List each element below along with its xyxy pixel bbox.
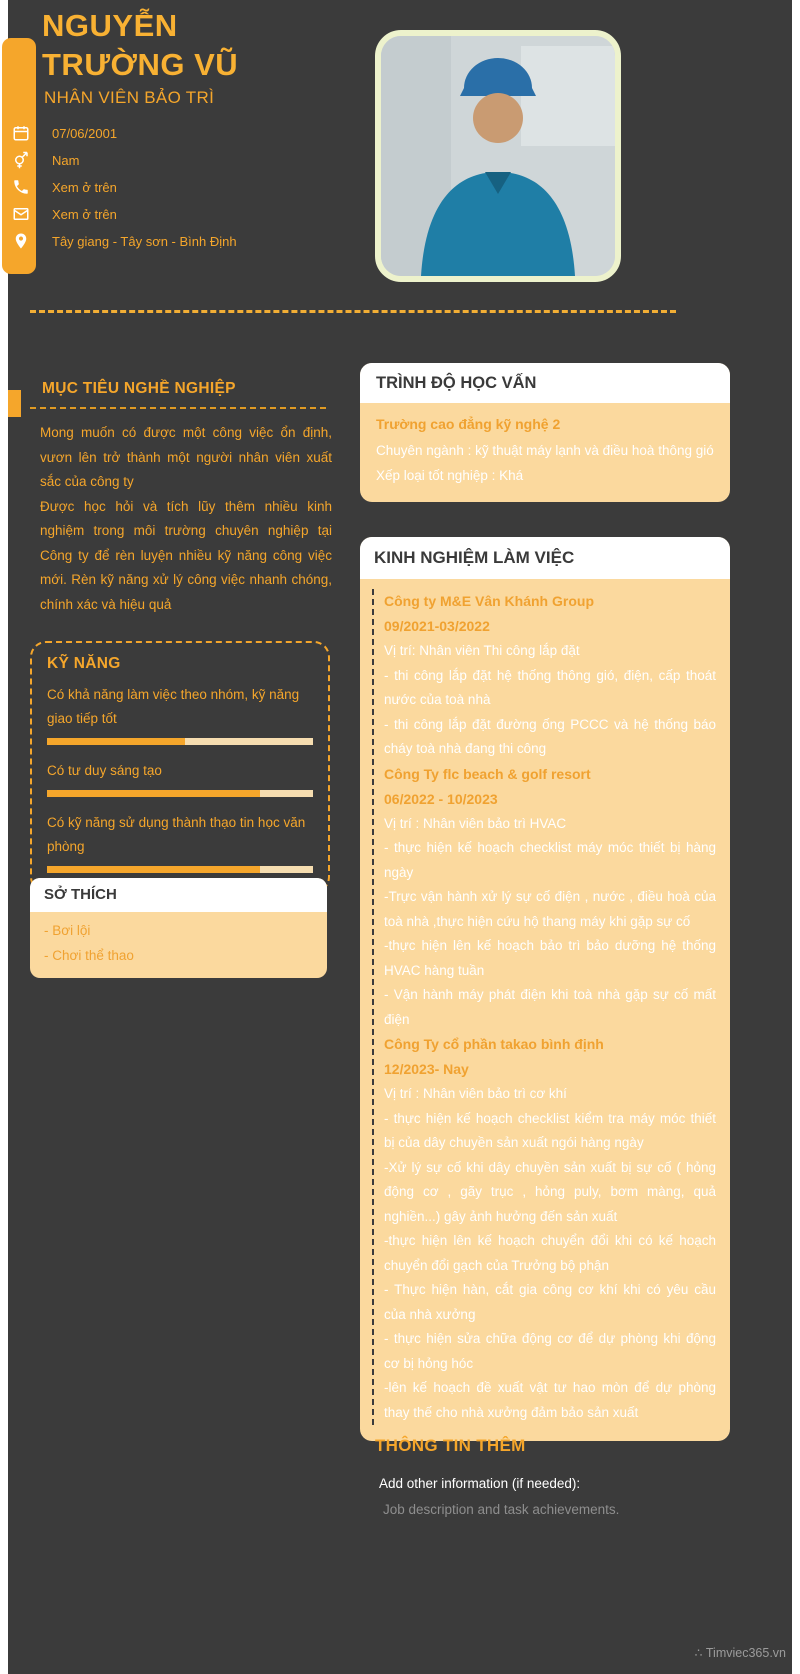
skill-label: Có tư duy sáng tạo: [47, 763, 162, 778]
skill-bar: [47, 738, 313, 745]
candidate-name-line1: NGUYỄN: [42, 8, 178, 43]
job-detail: - thực hiện sửa chữa động cơ để dự phòng khi động cơ bị hỏng hóc: [384, 1331, 716, 1371]
job-detail: -lên kế hoạch đề xuất vật tư hao mòn để dự phòng thay thế cho nhà xưởng đảm bảo sản xuất: [384, 1380, 716, 1420]
job-detail: - thực hiện kế hoạch checklist máy móc thiết bị hàng ngày: [384, 840, 716, 880]
contact-address: Tây giang - Tây sơn - Bình Định: [52, 234, 237, 249]
contact-phone: Xem ở trên: [52, 180, 117, 195]
additional-info-line1: Add other information (if needed):: [379, 1476, 581, 1491]
skill-bar: [47, 790, 313, 797]
job-detail: -thực hiện lên kế hoạch chuyển đổi khi có kế hoạch chuyển đổi gạch của Trưởng bộ phận: [384, 1233, 716, 1273]
objective-paragraph-2: Được học hỏi và tích lũy thêm nhiều kinh nghiệm trong môi trường chuyên nghiệp tại Công ty để rèn luyện nhiều kỹ năng công việc mới. Rèn kỹ năng xử lý công việc nhanh chóng, chính xác và hiệu quả: [40, 498, 332, 612]
additional-info-line2: Job description and task achievements.: [383, 1502, 620, 1517]
contact-gender: Nam: [52, 153, 80, 168]
skill-bar: [47, 866, 313, 873]
education-title: TRÌNH ĐỘ HỌC VẤN: [360, 363, 730, 403]
job-detail: -Trực vận hành xử lý sự cố điện , nước , điều hoà của toà nhà ,thực hiện cứu hộ thang máy khi gặp sự cố: [384, 889, 716, 929]
contact-list: [52, 120, 237, 255]
education-grade: Xếp loại tốt nghiệp : Khá: [376, 468, 524, 483]
candidate-name: [42, 6, 372, 84]
job-entry: [384, 762, 716, 1033]
hobbies-section: [30, 878, 327, 978]
job-detail: - thi công lắp đặt đường ống PCCC và hệ thống báo cháy toà nhà đang thi công: [384, 716, 716, 756]
job-period: 09/2021-03/2022: [384, 618, 490, 634]
contact-birthdate: 07/06/2001: [52, 126, 118, 141]
calendar-icon: [12, 124, 30, 142]
hobby-item: - Chơi thể thao: [44, 948, 134, 963]
candidate-job-title: NHÂN VIÊN BẢO TRÌ: [44, 88, 215, 107]
job-detail: -Xử lý sự cố khi dây chuyền sản xuất bị sự cố ( hỏng động cơ , gãy trục , hỏng puly, bơm màng, quả nghiền...) gây ảnh hưởng đến sản xuất: [384, 1159, 716, 1224]
job-company: Công Ty flc beach & golf resort: [384, 765, 591, 782]
location-icon: [12, 232, 30, 250]
job-company: Công ty M&E Vân Khánh Group: [384, 593, 594, 609]
skill-bar-fill: [47, 738, 185, 745]
objective-title: MỤC TIÊU NGHỀ NGHIỆP: [42, 380, 236, 397]
hobby-item: - Bơi lội: [44, 923, 91, 938]
education-section: [360, 363, 730, 502]
experience-content: [372, 589, 716, 1425]
hobbies-list: [30, 912, 327, 978]
job-entry: [384, 1032, 716, 1425]
candidate-name-line2: TRƯỜNG VŨ: [42, 47, 239, 82]
job-period: 06/2022 - 10/2023: [384, 790, 498, 807]
email-icon: [12, 205, 30, 223]
job-detail: - thi công lắp đặt hệ thống thông gió, điện, cấp thoát nước của toà nhà: [384, 667, 716, 707]
education-school: Trường cao đẳng kỹ nghệ 2: [376, 416, 561, 432]
contact-email: Xem ở trên: [52, 207, 117, 222]
objective-paragraph-1: Mong muốn có được một công việc ổn định, vươn lên trở thành một người nhân viên xuất sắc của công ty: [40, 425, 332, 489]
job-period: 12/2023- Nay: [384, 1061, 469, 1077]
education-major: Chuyên ngành : kỹ thuật máy lạnh và điều hoà thông gió: [376, 443, 714, 458]
experience-section: [360, 537, 730, 1441]
skill-bar-fill: [47, 866, 260, 873]
objective-underline: [30, 407, 326, 409]
education-content: [360, 403, 730, 502]
gender-icon: [12, 151, 30, 169]
section-divider: [30, 310, 676, 313]
experience-title: KINH NGHIỆM LÀM VIỆC: [360, 537, 730, 579]
objective-side-tab: [8, 390, 21, 417]
skill-bar-fill: [47, 790, 260, 797]
phone-icon: [12, 178, 30, 196]
job-detail: Vị trí: Nhân viên Thi công lắp đặt: [384, 643, 580, 658]
job-detail: - thực hiện kế hoạch checklist kiểm tra máy móc thiết bị của dây chuyền sản xuất ngói hàng ngày: [384, 1110, 716, 1150]
profile-photo: [375, 30, 621, 282]
job-detail: Vị trí : Nhân viên bảo trì cơ khí: [384, 1086, 567, 1101]
job-entry: [384, 589, 716, 762]
site-watermark: ∴ Timviec365.vn: [694, 1646, 786, 1660]
skill-label: Có khả năng làm việc theo nhóm, kỹ năng giao tiếp tốt: [47, 687, 300, 726]
contact-icon-bar: [2, 38, 36, 274]
hobbies-title: SỞ THÍCH: [30, 878, 327, 912]
skills-title: KỸ NĂNG: [47, 655, 121, 672]
job-company: Công Ty cổ phần takao bình định: [384, 1036, 604, 1052]
job-detail: - Thực hiện hàn, cắt gia công cơ khí khi có yêu cầu của nhà xưởng: [384, 1282, 716, 1322]
skill-label: Có kỹ năng sử dụng thành thạo tin học văn phòng: [47, 815, 306, 854]
job-detail: - Vận hành máy phát điện khi toà nhà gặp sự cố mất điện: [384, 987, 716, 1027]
job-detail: Vị trí : Nhân viên bảo trì HVAC: [384, 815, 567, 831]
objective-text: [40, 421, 332, 617]
skills-section: [30, 641, 330, 893]
job-detail: -thực hiện lên kế hoạch bảo trì bảo dưỡng hệ thống HVAC hàng tuần: [384, 938, 716, 978]
additional-info-title: THÔNG TIN THÊM: [375, 1436, 526, 1455]
